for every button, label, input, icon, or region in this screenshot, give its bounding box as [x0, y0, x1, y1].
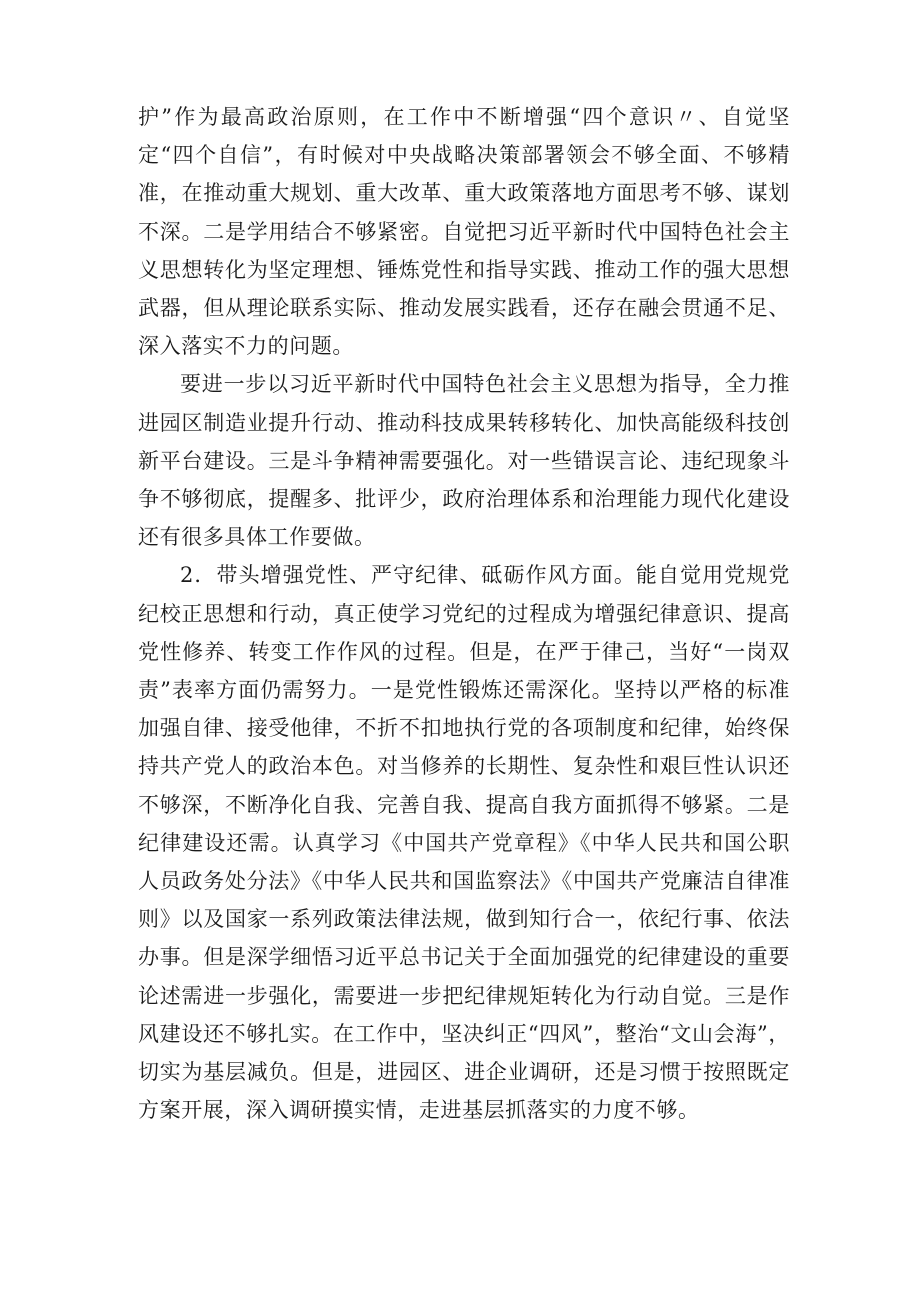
document-body — [138, 98, 790, 1129]
paragraph-continued: 护”作为最高政治原则，在工作中不断增强“四个意识〃、自觉坚定“四个自信”，有时候对中央战略决策部署领会不够全面、不够精准，在推动重大规划、重大改革、重大政策落地方面思考不够、谋划不深。二是学用结合不够紧密。自觉把习近平新时代中国特色社会主义思想转化为坚定理想、锤炼党性和指导实践、推动工作的强大思想武器，但从理论联系实际、推动发展实践看，还存在融会贯通不足、深入落实不力的问题。 — [138, 105, 790, 359]
paragraph: 2．带头增强党性、严守纪律、砥砺作风方面。能自觉用党规党纪校正思想和行动，真正使学习党纪的过程成为增强纪律意识、提高党性修养、转变工作作风的过程。但是，在严于律己，当好“一岗双责”表率方面仍需努力。一是党性锻炼还需深化。坚持以严格的标准加强自律、接受他律，不折不扣地执行党的各项制度和纪律，始终保持共产党人的政治本色。对当修养的长期性、复杂性和艰巨性认识还不够深，不断净化自我、完善自我、提高自我方面抓得不够紧。二是纪律建设还需。认真学习《中国共产党章程》《中华人民共和国公职人员政务处分法》《中华人民共和国监察法》《中国共产党廉洁自律准则》以及国家一系列政策法律法规，做到知行合一，依纪行事、依法办事。但是深学细悟习近平总书记关于全面加强党的纪律建设的重要论述需进一步强化，需要进一步把纪律规矩转化为行动自觉。三是作风建设还不够扎实。在工作中，坚决纠正“四风”，整治“文山会海”，切实为基层减负。但是，进园区、进企业调研，还是习惯于按照既定方案开展，深入调研摸实情，走进基层抓落实的力度不够。 — [138, 563, 790, 1123]
paragraph: 要进一步以习近平新时代中国特色社会主义思想为指导，全力推进园区制造业提升行动、推动科技成果转移转化、加快高能级科技创新平台建设。三是斗争精神需要强化。对一些错误言论、违纪现象斗争不够彻底，提醒多、批评少，政府治理体系和治理能力现代化建设还有很多具体工作要做。 — [138, 372, 790, 550]
